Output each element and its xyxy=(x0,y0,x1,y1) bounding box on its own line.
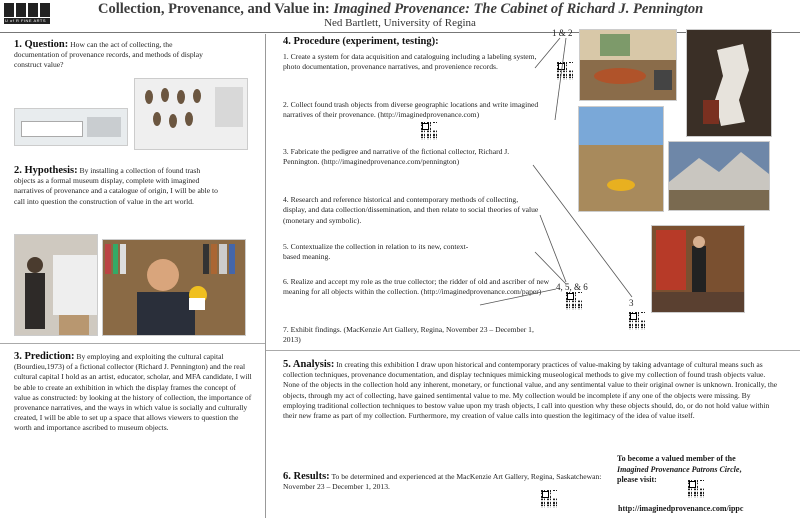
procedure-step-1: 1. Create a system for data acquisition and cataloguing including a labeling system, photo documentation, provenance narratives, and provenience records. xyxy=(283,52,537,72)
qr-code-results[interactable] xyxy=(541,490,559,508)
photo-desert-find xyxy=(578,106,664,212)
title-italic: Imagined Provenance: The Cabinet of Richard J. Pennington xyxy=(333,1,704,17)
hypothesis-heading: 2. Hypothesis: xyxy=(14,165,78,176)
hypothesis-text: By installing a collection of found trash objects as a formal museum display, complete with imagined narratives of provenance and a catalogue of origin, I will be able to call into question the construction of value in the art world. xyxy=(14,166,218,206)
patrons-url-link[interactable]: http://imaginedprovenance.com/ippc xyxy=(618,504,744,513)
procedure-step-4: 4. Research and reference historical and contemporary methods of collecting, display, and data collection/dissemination, and then relate to social theories of value (monetary and symbolic). xyxy=(283,195,539,225)
cta-line-1: To become a valued member of the xyxy=(617,454,736,463)
procedure-heading: 4. Procedure (experiment, testing): xyxy=(283,36,439,47)
painting-illustration xyxy=(652,226,744,312)
analysis-section xyxy=(283,360,783,421)
question-text: How can the act of collecting, the documentation of provenance records, and methods of display construct value? xyxy=(14,40,203,70)
photo-living-room xyxy=(579,29,677,101)
cta-line-2: Imagined Provenance Patrons Circle xyxy=(617,464,740,474)
desert-illustration xyxy=(579,107,663,211)
procedure-step-5: 5. Contextualize the collection in relation to its new, context-based meaning. xyxy=(283,242,469,262)
mountains-illustration xyxy=(669,142,769,210)
label-1-2: 1 & 2 xyxy=(552,28,573,38)
label-4-5-6: 4, 5, & 6 xyxy=(556,282,588,292)
living-room-illustration xyxy=(580,30,676,100)
prediction-heading: 3. Prediction: xyxy=(14,351,75,362)
title-prefix: Collection, Provenance, and Value in: xyxy=(98,1,334,17)
procedure-step-2: 2. Collect found trash objects from diverse geographic locations and write imagined narratives of their provenance. (http://imaginedprovenance.com) xyxy=(283,100,539,120)
procedure-step-7: 7. Exhibit findings. (MacKenzie Art Gallery, Regina, November 23 – December 1, 2013) xyxy=(283,325,534,345)
patrons-circle-cta xyxy=(617,454,797,486)
qr-code-patrons[interactable] xyxy=(688,480,706,498)
logo-text: U of R FINE ARTS xyxy=(5,18,47,23)
cta-line-3: please visit: xyxy=(617,475,657,484)
photo-painting xyxy=(651,225,745,313)
photo-crumpled-object xyxy=(686,29,772,137)
photo-mountains xyxy=(668,141,770,211)
procedure-step-3: 3. Fabricate the pedigree and narrative of the fictional collector, Richard J. Pennington. (http://imaginedprovenance.com/pennington) xyxy=(283,147,510,167)
question-heading: 1. Question: xyxy=(14,39,69,50)
procedure-step-6: 6. Realize and accept my role as the true collector; the ridder of old and ascriber of new meaning for all objects within the collection. (http://imaginedprovenance.com/paper) xyxy=(283,277,550,297)
right-rule xyxy=(266,350,800,351)
crumpled-object-illustration xyxy=(687,30,771,136)
author-line: Ned Bartlett, University of Regina xyxy=(324,17,476,29)
results-heading: 6. Results: xyxy=(283,471,330,482)
prediction-text: By employing and exploiting the cultural capital (Bourdieu,1973) of a fictional collector (Richard J. Pennington) and the real cultural capital I hold as an artist, educator, scholar, and MFA candidate, I will be able to create an exhibition in which the display frames the concept of value as constructed: by looking at the history of collection, the importance of provenance narratives, and the ways in which value is socially and culturally created, I will be able to set up a space that allows viewers to question the worth and importance ascribed to museum objects. xyxy=(14,352,252,433)
cta-line-2-tail: , xyxy=(739,464,742,474)
analysis-heading: 5. Analysis: xyxy=(283,359,335,370)
analysis-text: In creating this exhibition I draw upon historical and contemporary practices of value-making by taking advantage of cultural means such as collection techniques, provenance documentation, and display techniques mimicking museological methods to give my collection of found trash objects value. None of the objects in the collection hold any inherent, monetary, or functional value, and any sentimental value to their original owner is unknown. Ironically, the objects, through my act of collecting, have gained sentimental value to me. My collection would be incomplete if any one of the objects were missing. By employing traditional collection techniques to bestow value upon my trash objects, I call into question why these objects should, do, or do not hold value within their new frame as part of my collection. Furthermore, my creation of value calls into question the legitimacy of the idea of value itself. xyxy=(283,360,778,421)
results-text: To be determined and experienced at the MacKenzie Art Gallery, Regina, Saskatchewan: November 23 – December 1, 2013. xyxy=(283,472,602,492)
label-3: 3 xyxy=(629,298,634,308)
